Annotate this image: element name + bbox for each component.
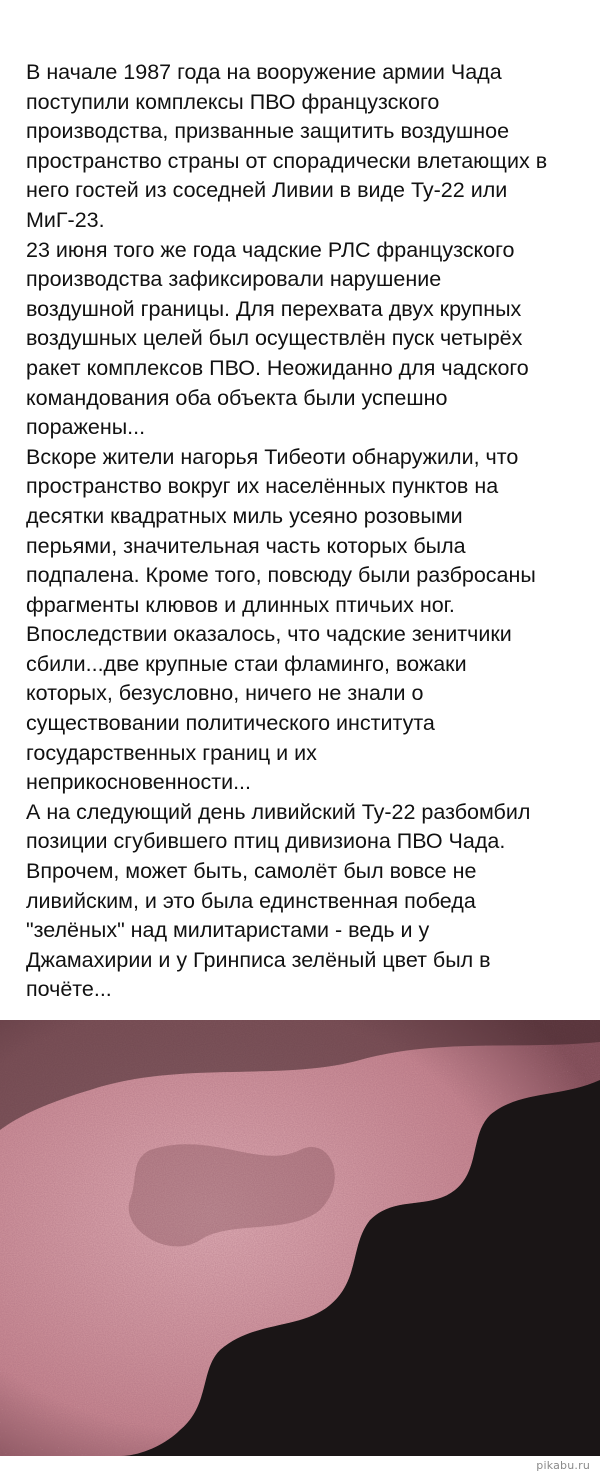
paragraph-4: А на следующий день ливийский Ту-22 разбомбил позиции сгубившего птиц дивизиона ПВО Чада. Впрочем, может быть, самолёт был вовсе не ливийским, и это была единственная победа "зелёных" над милитаристами - ведь и у Джамахирии и у Гринписа зелёный цвет был в почёте... (26, 799, 531, 1002)
flamingo-flock-photo (0, 1020, 600, 1456)
paragraph-2: 23 июня того же года чадские РЛС французского производства зафиксировали нарушение воздушной границы. Для перехвата двух крупных воздушных целей был осуществлён пуск четырёх ракет комплексов ПВО. Неожиданно для чадского командования оба объекта были успешно поражены... (26, 237, 529, 440)
flamingo-flock-image (0, 1020, 600, 1456)
site-watermark: pikabu.ru (536, 1459, 590, 1472)
paragraph-3: Вскоре жители нагорья Тибеоти обнаружили, что пространство вокруг их населённых пунктов на десятки квадратных миль усеяно розовыми перьями, значительная часть которых была подпалена. Кроме того, повсюду были разбросаны фрагменты клювов и длинных птичьих ног. Впоследствии оказалось, что чадские зенитчики сбили...две крупные стаи фламинго, вожаки которых, безусловно, ничего не знали о существовании политического института государственных границ и их неприкосновенности... (26, 444, 536, 795)
footer-bar (0, 1456, 600, 1478)
article-text (26, 58, 581, 1005)
paragraph-1: В начале 1987 года на вооружение армии Чада поступили комплексы ПВО французского производства, призванные защитить воздушное пространство страны от спорадически влетающих в него гостей из соседней Ливии в виде Ту-22 или МиГ-23. (26, 60, 548, 232)
